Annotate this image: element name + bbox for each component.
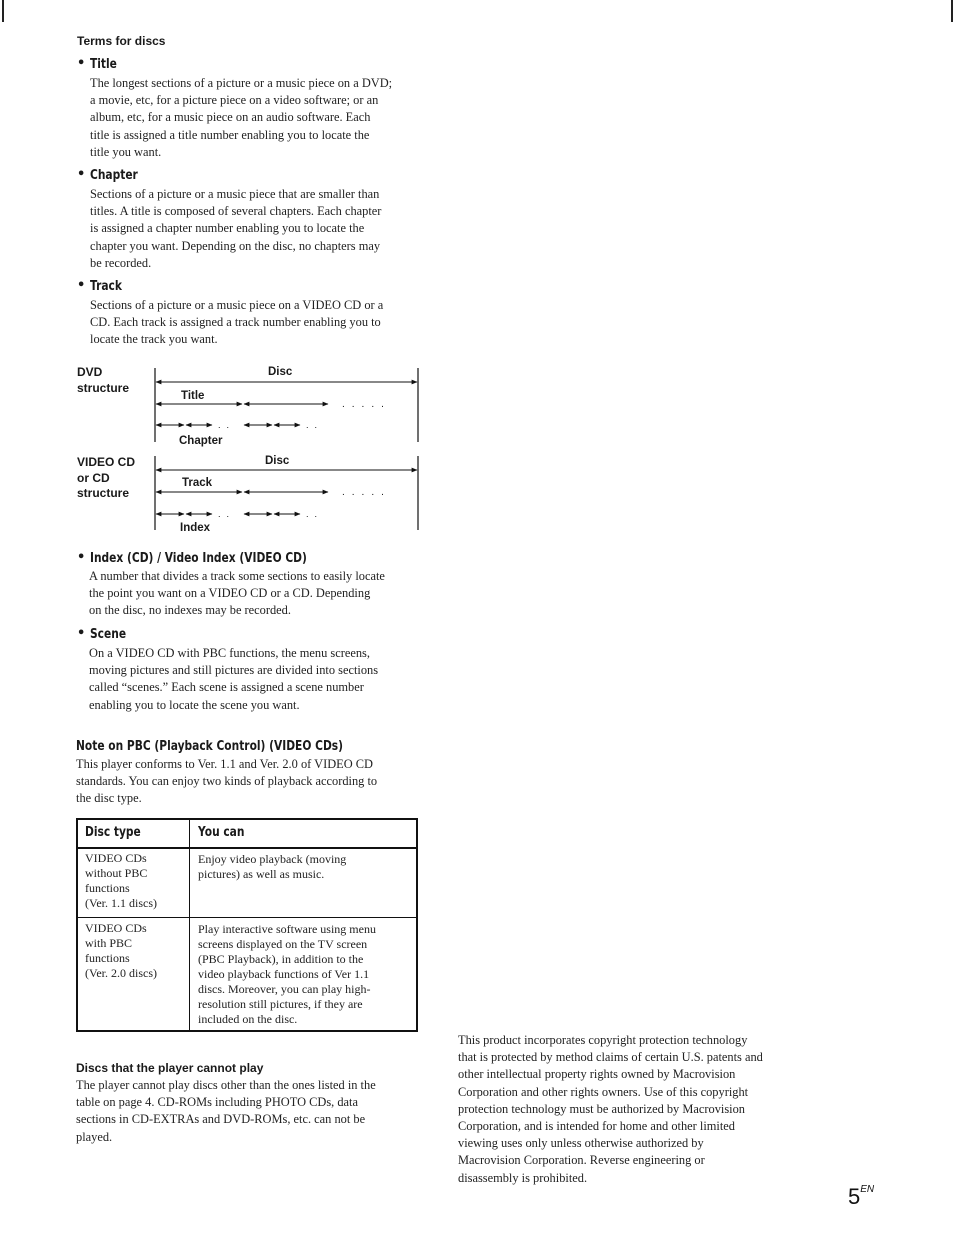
vcd-index-label: Index [180,522,211,534]
term-chapter-heading: Chapter [90,168,138,183]
copyright-notice: This product incorporates copyright protection technology that is protected by method claims of certain U.S. patents and other intellectual property rights owned by Macrovision Corporation and other rights owners. Use of this copyright protection technology must be authorized by Macrovision Corporation, and is intended for home and other limited viewing uses only unless otherwise authorized by Macrovision Corporation. Reverse engineering or disassembly is prohibited. [458,1033,763,1185]
table-row-1-can: Enjoy video playback (moving pictures) as well as music. [198,852,347,881]
svg-text:.....: ..... [342,487,391,498]
term-title-heading: Title [90,57,117,72]
cannot-play-body: The player cannot play discs other than the ones listed in the table on page 4. CD-ROMs including PHOTO CDs, data sections in CD-EXTRAs and DVD-ROMs, etc. can not be played. [76,1078,376,1144]
dvd-title-label: Title [181,390,205,402]
bullet-icon: • [77,550,86,565]
term-track-heading: Track [90,279,122,294]
right-edge-mark [951,0,953,22]
vcd-structure-label: VIDEO CD or CD structure [77,455,136,500]
pbc-body: This player conforms to Ver. 1.1 and Ver. 2.0 of VIDEO CD standards. You can enjoy two kinds of playback according to the disc type. [76,757,378,806]
term-chapter-body: Sections of a picture or a music piece that are smaller than titles. A title is composed of several chapters. Each chapter is assigned a chapter number enabling you to locate the chapter you want. Depending on the disc, no chapters may be recorded. [90,187,382,270]
page-number-digit: 5 [848,1184,861,1209]
table-header-you-can: You can [198,825,245,840]
dvd-structure-label: DVD structure [77,365,130,395]
page-number [848,1184,874,1210]
term-title-body: The longest sections of a picture or a music piece on a DVD; a movie, etc, for a picture piece on a video software; or an album, etc, for a music piece on an audio software. Each title is assigned a title number enabling you to locate the title you want. [90,76,393,159]
disc-type-table [76,818,418,1032]
table-row-2-can: Play interactive software using menu screens displayed on the TV screen (PBC Playback), in addition to the video playback functions of Ver 1.1 discs. Moreover, you can play high- resolution still pictures, if they are included on the disc. [198,922,376,1026]
term-index-heading: Index (CD) / Video Index (VIDEO CD) [90,551,307,566]
bullet-icon: • [77,56,86,71]
svg-text:.....: ..... [342,399,391,410]
left-edge-mark [2,0,4,22]
table-header-disc-type: Disc type [85,825,141,840]
table-row-1-type: VIDEO CDs without PBC functions (Ver. 1.1 discs) [85,851,157,910]
page-number-suffix: EN [860,1183,875,1195]
vcd-disc-label: Disc [265,455,290,467]
cannot-play-heading: Discs that the player cannot play [76,1061,264,1075]
table-column-divider [189,820,190,1030]
dvd-disc-label: Disc [268,366,293,378]
vcd-track-label: Track [182,477,213,489]
table-row-divider [78,917,416,918]
bullet-icon: • [77,626,86,641]
svg-text:..: .. [218,509,236,519]
table-row-2-type: VIDEO CDs with PBC functions (Ver. 2.0 discs) [85,921,157,980]
bullet-icon: • [77,167,86,182]
svg-text:..: .. [306,509,324,519]
bullet-icon: • [77,278,86,293]
svg-text:..: .. [218,420,236,430]
term-scene-body: On a VIDEO CD with PBC functions, the menu screens, moving pictures and still pictures are divided into sections called “scenes.” Each scene is assigned a scene number enabling you to locate the scene you want. [89,646,379,712]
pbc-heading: Note on PBC (Playback Control) (VIDEO CDs) [76,739,344,754]
terms-heading: Terms for discs [77,34,166,48]
term-track-body: Sections of a picture or a music piece on a VIDEO CD or a CD. Each track is assigned a track number enabling you to locate the track you want. [90,298,384,347]
term-index-body: A number that divides a track some sections to easily locate the point you want on a VIDEO CD or a CD. Depending on the disc, no indexes may be recorded. [89,569,385,618]
dvd-chapter-label: Chapter [179,435,223,447]
term-scene-heading: Scene [90,627,127,642]
svg-text:..: .. [306,420,324,430]
table-header [78,820,416,849]
